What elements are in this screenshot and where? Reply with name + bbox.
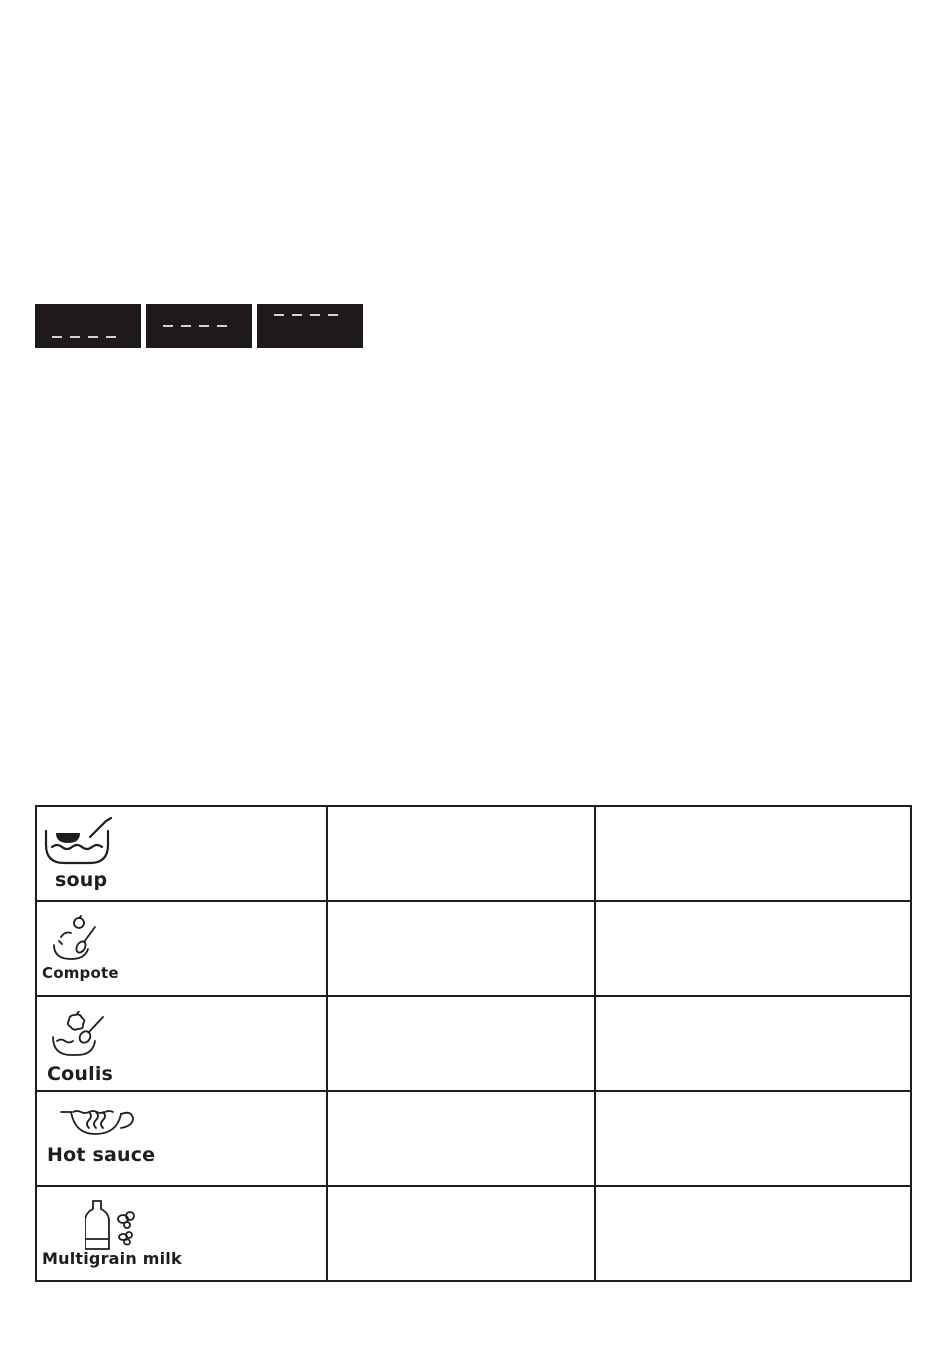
table-row bbox=[36, 806, 911, 901]
table-row bbox=[36, 901, 911, 996]
table-cell bbox=[327, 806, 595, 901]
milk-bottle-grains-icon bbox=[85, 1199, 145, 1251]
program-table bbox=[35, 805, 912, 1282]
table-cell bbox=[327, 901, 595, 996]
compote-bowl-spoon-icon bbox=[51, 915, 103, 961]
sauce-boat-steam-icon bbox=[59, 1106, 135, 1140]
table-cell bbox=[595, 996, 911, 1091]
program-cell bbox=[36, 996, 327, 1091]
table-row bbox=[36, 1186, 911, 1281]
program-label: Compote bbox=[42, 964, 119, 982]
coulis-bowl-berry-spoon-icon bbox=[51, 1011, 107, 1059]
table-row bbox=[36, 1091, 911, 1186]
table-cell bbox=[327, 1186, 595, 1281]
program-label: Coulis bbox=[47, 1063, 114, 1085]
soup-bowl-ladle-icon bbox=[44, 815, 116, 873]
table-cell bbox=[595, 1091, 911, 1186]
table-cell bbox=[595, 806, 911, 901]
program-cell bbox=[36, 806, 327, 901]
table-cell bbox=[327, 996, 595, 1091]
display-segments-top bbox=[257, 304, 363, 348]
table-row bbox=[36, 996, 911, 1091]
display-segments-middle bbox=[146, 304, 252, 348]
table-cell bbox=[595, 1186, 911, 1281]
program-label: soup bbox=[55, 869, 108, 891]
program-label: Hot sauce bbox=[47, 1144, 156, 1166]
table-cell bbox=[327, 1091, 595, 1186]
display-segments-bottom bbox=[35, 304, 141, 348]
program-cell bbox=[36, 1186, 327, 1281]
table-cell bbox=[595, 901, 911, 996]
program-label: Multigrain milk bbox=[42, 1249, 182, 1268]
program-cell bbox=[36, 901, 327, 996]
display-indicators bbox=[35, 304, 365, 349]
program-cell bbox=[36, 1091, 327, 1186]
